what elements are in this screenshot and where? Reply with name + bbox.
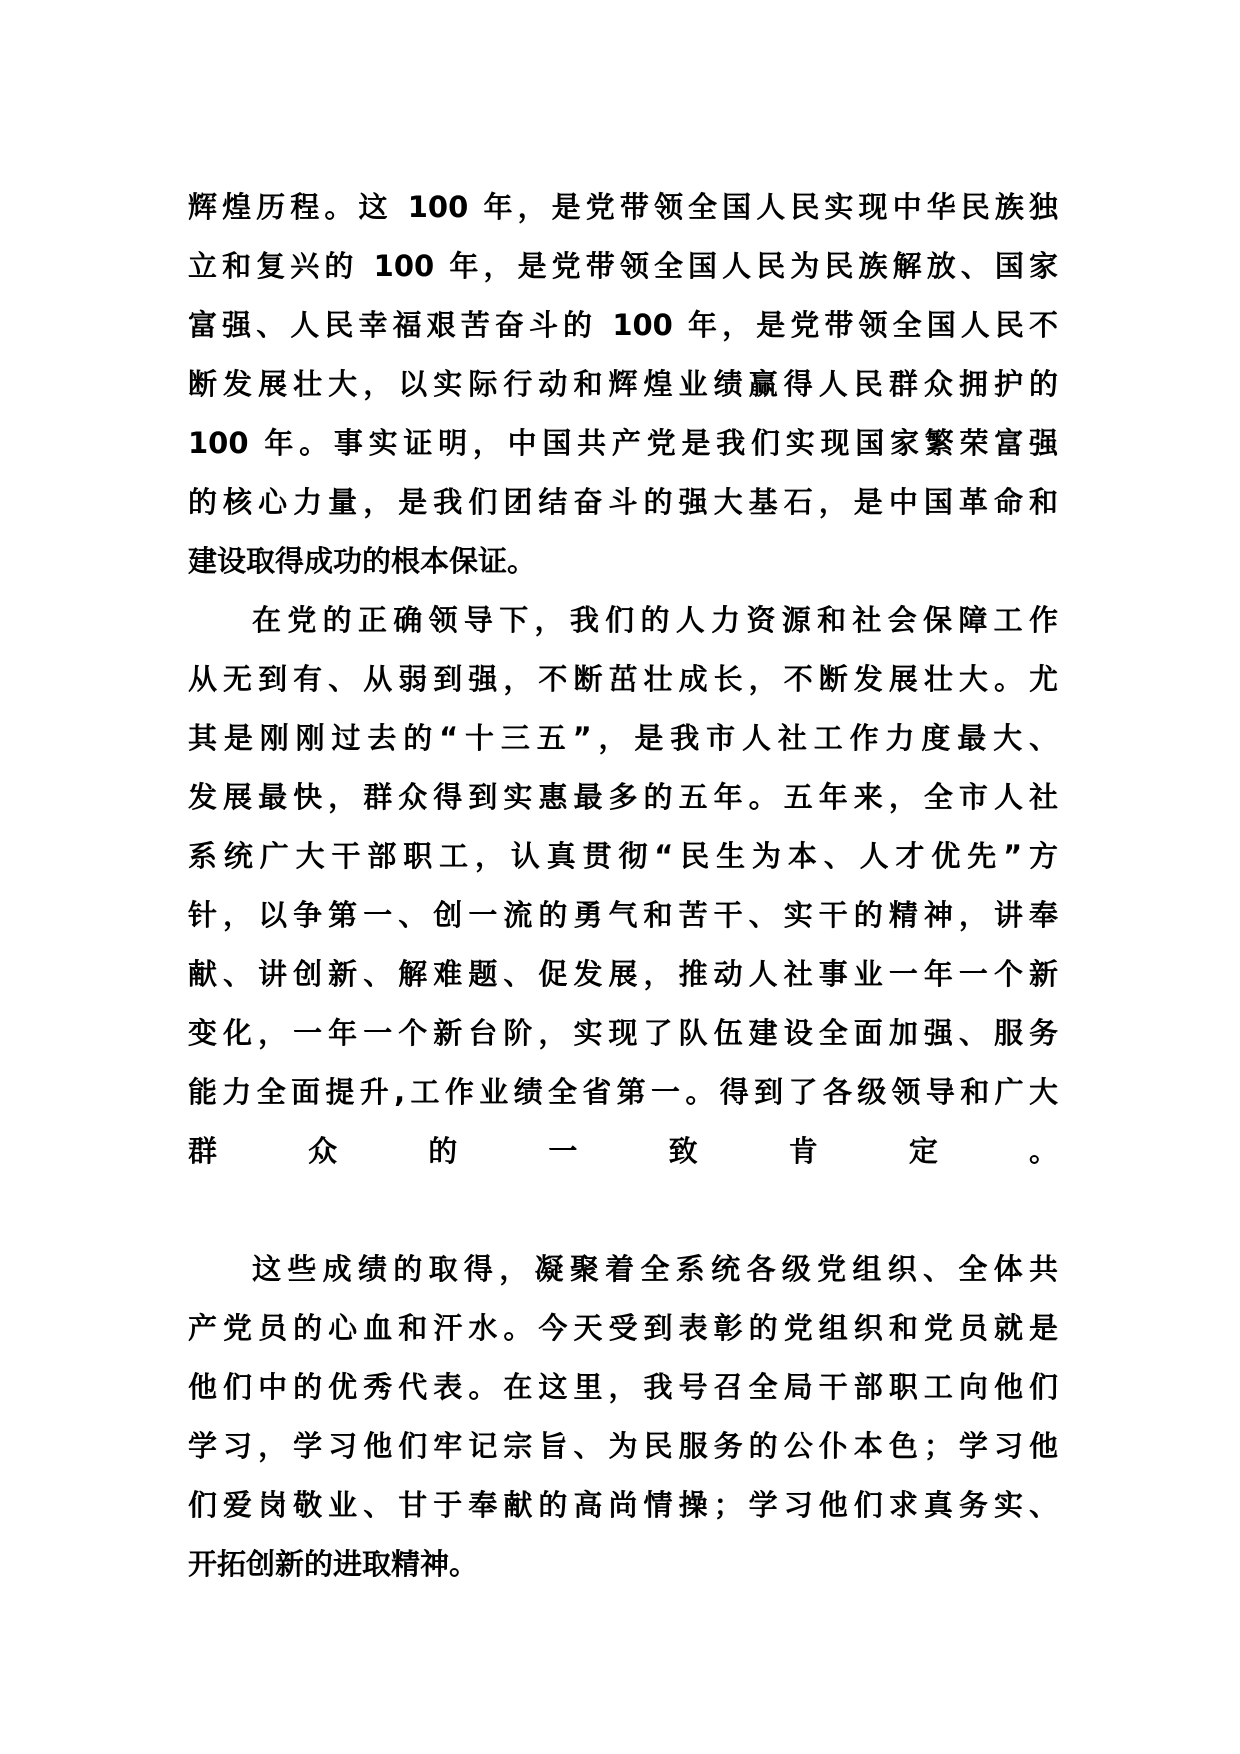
text-line: 开拓创新的进取精神。 <box>188 1547 479 1581</box>
text-line: 断发展壮大，以实际行动和辉煌业绩赢得人民群众拥护的 <box>188 367 1058 401</box>
text-line: 能力全面提升,工作业绩全省第一。得到了各级领导和广大 <box>188 1075 1058 1109</box>
text-line: 他们中的优秀代表。在这里，我号召全局干部职工向他们 <box>188 1370 1058 1404</box>
text-line: 在党的正确领导下，我们的人力资源和社会保障工作 <box>252 603 1058 637</box>
text-line: 其是刚刚过去的“十三五”，是我市人社工作力度最大、 <box>188 721 1058 755</box>
text-line: 发展最快，群众得到实惠最多的五年。五年来，全市人社 <box>188 780 1058 814</box>
text-line: 献、讲创新、解难题、促发展，推动人社事业一年一个新 <box>188 957 1058 991</box>
text-line: 变化，一年一个新台阶，实现了队伍建设全面加强、服务 <box>188 1016 1058 1050</box>
document-body <box>188 178 1058 1594</box>
text-line: 系统广大干部职工，认真贯彻“民生为本、人才优先”方 <box>188 839 1058 873</box>
text-line: 从无到有、从弱到强，不断茁壮成长，不断发展壮大。尤 <box>188 662 1058 696</box>
text-line: 立和复兴的 100 年，是党带领全国人民为民族解放、国家 <box>188 249 1058 283</box>
text-line: 这些成绩的取得，凝聚着全系统各级党组织、全体共 <box>252 1252 1058 1286</box>
text-line: 针，以争第一、创一流的勇气和苦干、实干的精神，讲奉 <box>188 898 1058 932</box>
paragraph-3 <box>188 1240 1058 1594</box>
text-line <box>188 1181 1058 1240</box>
text-line: 群众的一致肯定。 <box>188 1134 1058 1168</box>
text-line: 们爱岗敬业、甘于奉献的高尚情操；学习他们求真务实、 <box>188 1488 1058 1522</box>
text-line: 的核心力量，是我们团结奋斗的强大基石，是中国革命和 <box>188 485 1058 519</box>
text-line: 学习，学习他们牢记宗旨、为民服务的公仆本色；学习他 <box>188 1429 1058 1463</box>
text-line: 产党员的心血和汗水。今天受到表彰的党组织和党员就是 <box>188 1311 1058 1345</box>
text-line: 富强、人民幸福艰苦奋斗的 100 年，是党带领全国人民不 <box>188 308 1058 342</box>
text-line: 建设取得成功的根本保证。 <box>188 544 537 578</box>
paragraph-1 <box>188 178 1058 591</box>
text-line: 100 年。事实证明，中国共产党是我们实现国家繁荣富强 <box>188 426 1058 460</box>
text-line: 辉煌历程。这 100 年，是党带领全国人民实现中华民族独 <box>188 190 1058 224</box>
paragraph-2 <box>188 591 1058 1240</box>
